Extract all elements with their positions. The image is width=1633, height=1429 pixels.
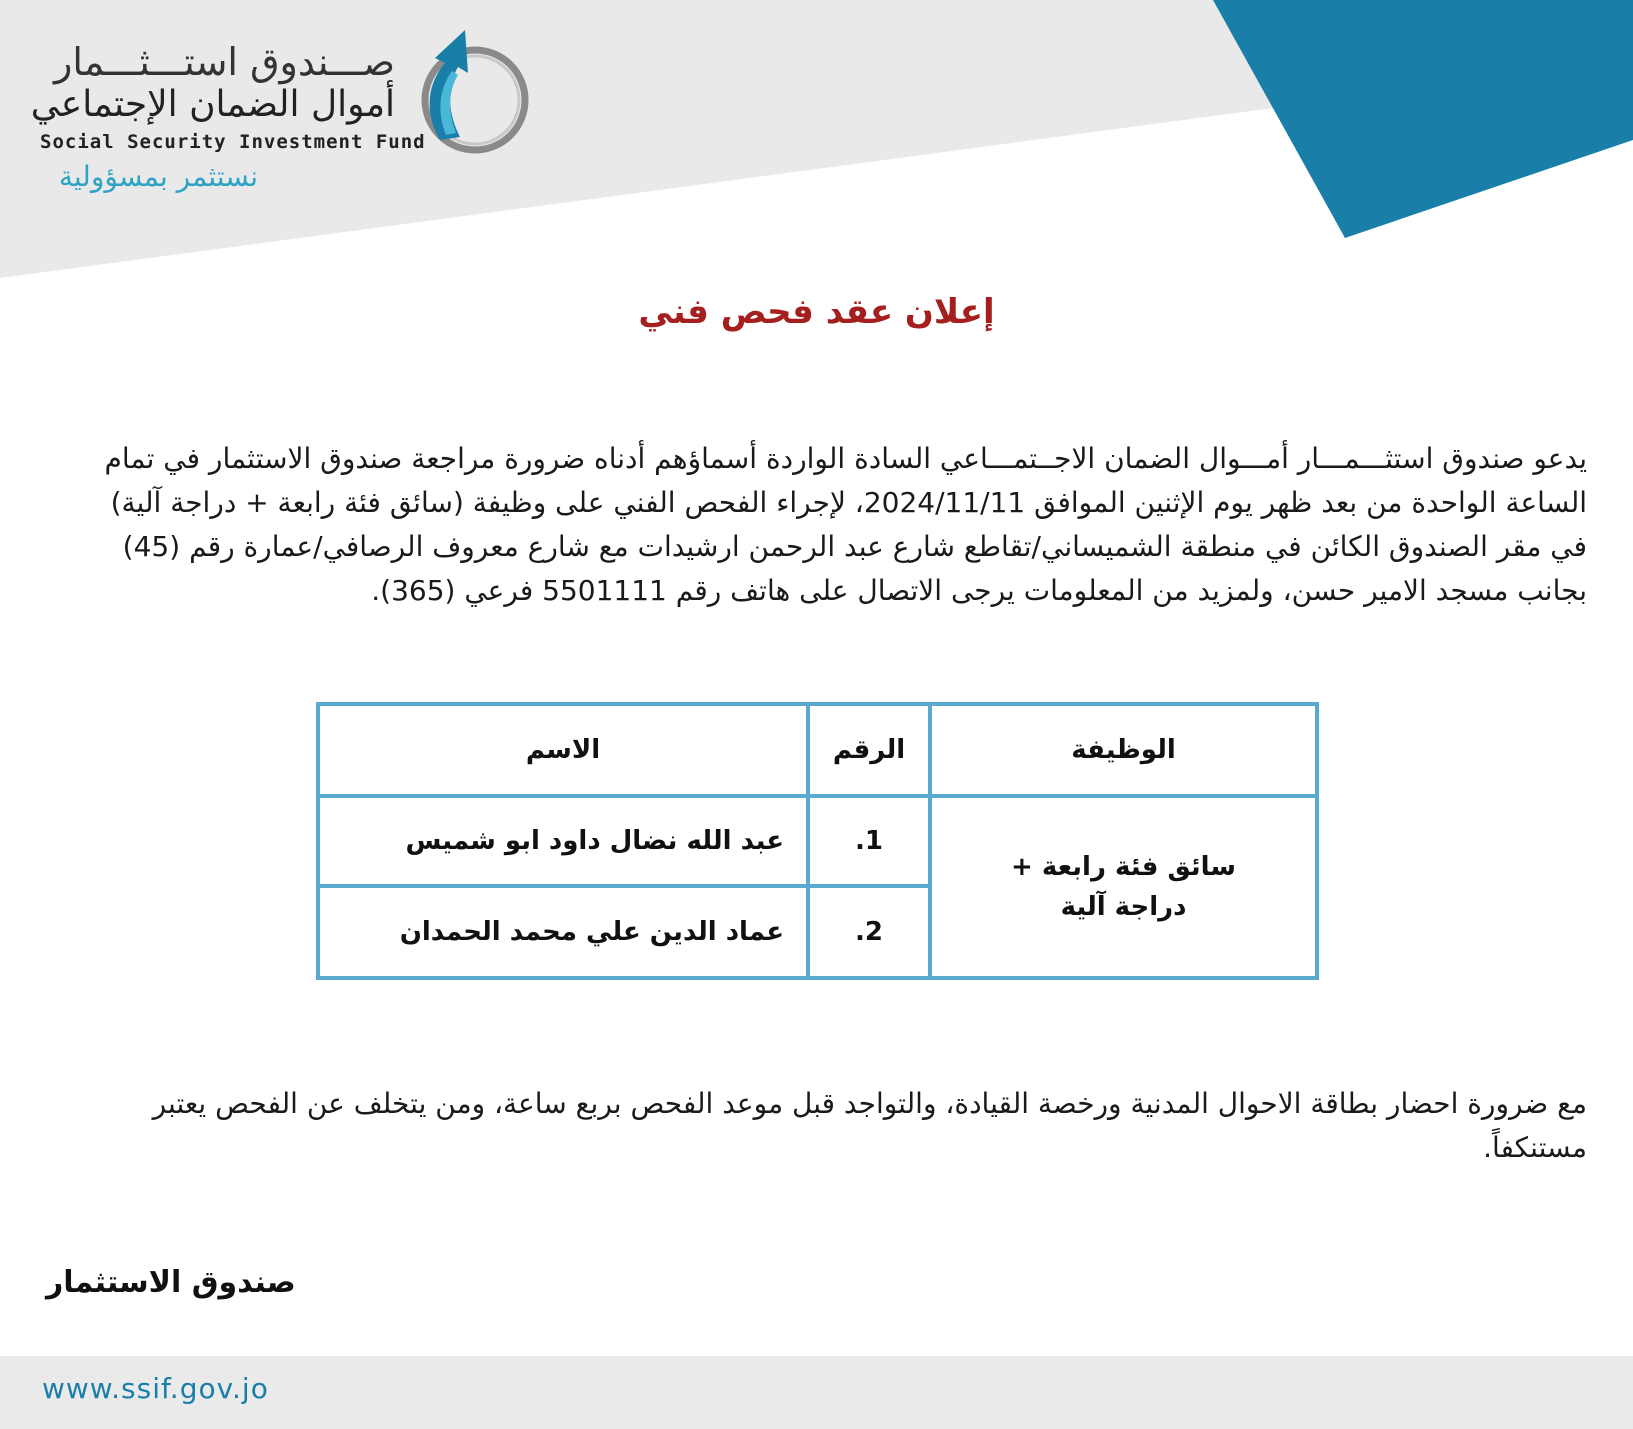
logo-arrow-ring-icon (410, 25, 530, 160)
row-number: 2. (855, 917, 883, 947)
row-name: عماد الدين علي محمد الحمدان (399, 917, 784, 947)
requirements-note (47, 1082, 1587, 1170)
job-title-cell: سائق فئة رابعة + دراجة آلية (1011, 852, 1236, 922)
note-text: مع ضرورة احضار بطاقة الاحوال المدنية ورخصة القيادة، والتواجد قبل موعد الفحص بربع ساعة، ومن يتخلف عن الفحص يعتبر مستنكفاً. (152, 1087, 1587, 1164)
announcement-body (77, 437, 1587, 613)
body-paragraph: يدعو صندوق استثـــمـــار أمـــوال الضمان الاجــتمـــاعي السادة الواردة أسماؤهم أدناه ضرورة مراجعة صندوق الاستثمار في تمام الساعة الواحدة من بعد ظهر يوم الإثنين الموافق 2024/11/11، لإجراء الفحص الفني على وظيفة (سائق فئة رابعة + دراجة آلية) في مقر الصندوق الكائن في منطقة الشميساني/تقاطع شارع عبد الرحمن ارشيدات مع شارع معروف الرصافي/عمارة رقم (45) بجانب مسجد الامير حسن، ولمزيد من المعلومات يرجى الاتصال على هاتف رقم 5501111 فرعي (365). (104, 442, 1587, 607)
logo-slogan: نستثمر بمسؤولية (58, 160, 258, 193)
header-job: الوظيفة (1071, 735, 1176, 765)
header-name: الاسم (525, 735, 601, 765)
row-name: عبد الله نضال داود ابو شميس (405, 826, 784, 856)
website-link[interactable]: www.ssif.gov.jo (42, 1372, 269, 1405)
announcement-title: إعلان عقد فحص فني (638, 292, 995, 332)
logo-arabic-line2: أموال الضمان الإجتماعي (30, 84, 395, 125)
row-number: 1. (855, 826, 883, 856)
header-number: الرقم (832, 735, 906, 765)
signature: صندوق الاستثمار (46, 1265, 296, 1300)
candidates-table (316, 702, 1319, 980)
footer-bar (0, 1356, 1633, 1429)
logo-english-name: Social Security Investment Fund (40, 131, 426, 153)
logo-arabic-line1: صـــندوق استـــثـــمار (53, 40, 395, 84)
